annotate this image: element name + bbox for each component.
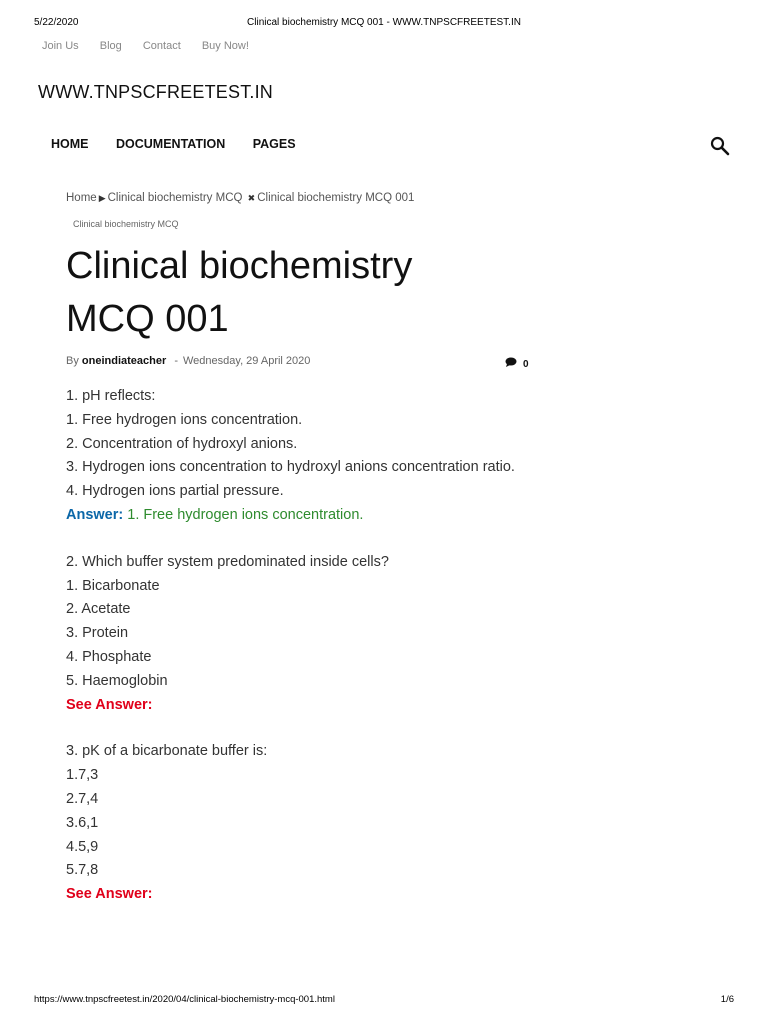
site-title[interactable]: WWW.TNPSCFREETEST.IN — [38, 82, 273, 102]
top-links-bar — [42, 40, 267, 52]
category-tag[interactable]: Clinical biochemistry MCQ — [73, 219, 179, 229]
question-text: 3. pK of a bicarbonate buffer is: — [66, 743, 268, 760]
breadcrumb — [66, 192, 414, 204]
print-date: 5/22/2020 — [34, 17, 79, 28]
post-title-line1: Clinical biochemistry — [66, 245, 413, 287]
option: 1. Bicarbonate — [66, 577, 160, 594]
post-title-line2: MCQ 001 — [66, 298, 229, 340]
option: 4. Phosphate — [66, 648, 152, 665]
answer-text: 1. Free hydrogen ions concentration. — [127, 506, 364, 523]
search-icon[interactable] — [710, 136, 730, 156]
blog-link[interactable]: Blog — [99, 40, 122, 52]
option: 1.7,3 — [66, 767, 99, 784]
contact-link[interactable]: Contact — [142, 40, 181, 52]
by-label: By — [66, 355, 79, 367]
option: 2. Acetate — [66, 601, 131, 618]
print-footer — [34, 994, 734, 1008]
answer-label: Answer: — [66, 506, 124, 523]
question-text: 2. Which buffer system predominated inside cells? — [66, 553, 389, 570]
post-meta — [66, 355, 310, 367]
post-date: Wednesday, 29 April 2020 — [183, 355, 311, 367]
option: 3.6,1 — [66, 814, 99, 831]
see-answer-button[interactable]: See Answer: — [66, 886, 153, 903]
author-link[interactable]: oneindiateacher — [81, 355, 167, 367]
option: 3. Hydrogen ions concentration to hydroxyl anions concentration ratio. — [66, 459, 515, 476]
comment-count[interactable] — [505, 357, 529, 370]
nav-pages[interactable]: PAGES — [252, 137, 296, 151]
comment-bubble-icon — [505, 357, 517, 367]
breadcrumb-category[interactable]: Clinical biochemistry MCQ — [107, 192, 243, 204]
breadcrumb-cross-icon: ✖ — [247, 193, 256, 203]
breadcrumb-home[interactable]: Home — [66, 192, 97, 204]
comment-count-value: 0 — [523, 359, 529, 370]
print-page-number: 1/6 — [720, 994, 734, 1005]
nav-documentation[interactable]: DOCUMENTATION — [115, 137, 226, 151]
option: 4.5,9 — [66, 838, 99, 855]
print-document-title: Clinical biochemistry MCQ 001 - WWW.TNPSCFREETEST.IN — [247, 17, 521, 28]
option: 3. Protein — [66, 625, 129, 642]
option: 2. Concentration of hydroxyl anions. — [66, 435, 298, 452]
post-title — [66, 240, 536, 346]
option: 5.7,8 — [66, 862, 99, 879]
answer-line — [66, 504, 521, 528]
print-url: https://www.tnpscfreetest.in/2020/04/clinical-biochemistry-mcq-001.html — [34, 994, 335, 1005]
question-text: 1. pH reflects: — [66, 388, 156, 404]
breadcrumb-arrow-icon: ▶ — [98, 193, 106, 203]
question-2 — [66, 551, 521, 718]
see-answer-button[interactable]: See Answer: — [66, 696, 153, 713]
meta-dash: - — [174, 355, 178, 367]
question-3 — [66, 740, 521, 907]
option: 5. Haemoglobin — [66, 672, 168, 689]
main-nav — [51, 137, 320, 151]
buy-now-link[interactable]: Buy Now! — [201, 40, 249, 52]
breadcrumb-current: Clinical biochemistry MCQ 001 — [257, 192, 415, 204]
join-us-link[interactable]: Join Us — [42, 40, 79, 52]
print-header — [34, 17, 734, 31]
nav-home[interactable]: HOME — [51, 137, 89, 151]
option: 4. Hydrogen ions partial pressure. — [66, 483, 284, 500]
option: 2.7,4 — [66, 790, 99, 807]
option: 1. Free hydrogen ions concentration. — [66, 411, 303, 428]
question-1 — [66, 385, 521, 528]
post-content — [66, 385, 521, 930]
